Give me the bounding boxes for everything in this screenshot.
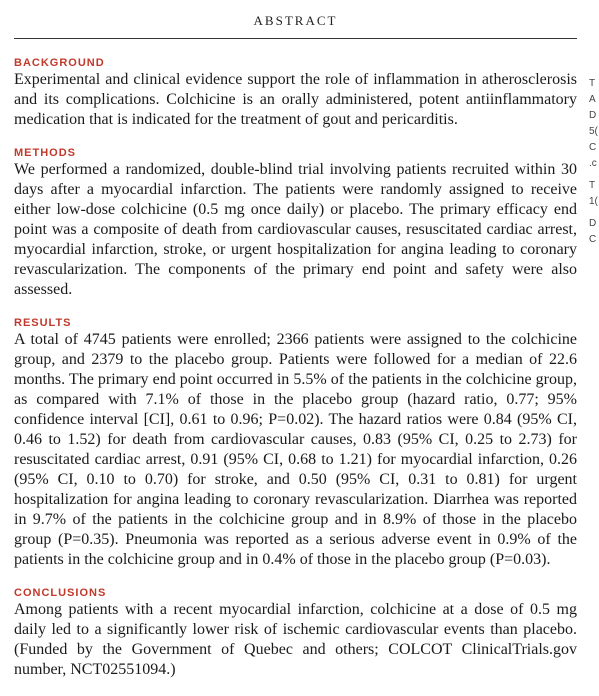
margin-fragment: T	[589, 78, 596, 89]
margin-fragment: 1(	[589, 196, 598, 207]
margin-fragment: C	[589, 142, 597, 153]
conclusions-heading: CONCLUSIONS	[14, 587, 107, 599]
abstract	[14, 0, 577, 696]
methods-section	[14, 146, 577, 300]
methods-text: We performed a randomized, double-blind trial involving patients recruited within 30 days after a myocardial infarction. The patients were randomly assigned to receive either low-dose colchicine (0.5 mg once daily) or placebo. The primary efficacy end point was a composite of death from cardiovascular causes, resuscitated cardiac arrest, myocardial infarction, stroke, or urgent hospitalization for angina leading to coronary revascularization. The components of the primary end point and safety were also assessed.	[14, 161, 577, 298]
conclusions-section	[14, 586, 577, 680]
background-heading: BACKGROUND	[14, 57, 105, 69]
margin-fragment: T	[589, 180, 596, 191]
margin-fragment: 5(	[589, 126, 598, 137]
results-text: A total of 4745 patients were enrolled; 2366 patients were assigned to the colchicine group, and 2379 to the placebo group. Patients were followed for a median of 22.6 months. The primary end point occurred in 5.5% of the patients in the colchicine group, as compared with 7.1% of those in the placebo group (hazard ratio, 0.77; 95% confidence interval [CI], 0.61 to 0.96; P=0.02). The hazard ratios were 0.84 (95% CI, 0.46 to 1.52) for death from cardiovascular causes, 0.83 (95% CI, 0.25 to 2.73) for resuscitated cardiac arrest, 0.91 (95% CI, 0.68 to 1.21) for myocardial infarction, 0.26 (95% CI, 0.10 to 0.70) for stroke, and 0.50 (95% CI, 0.31 to 0.81) for urgent hospitalization for angina leading to coronary revascularization. Diarrhea was reported in 9.7% of the patients in the colchicine group and in 8.9% of those in the placebo group (P=0.35). Pneumonia was reported as a serious adverse event in 0.9% of the patients in the colchicine group and in 0.4% of those in the placebo group (P=0.03).	[14, 331, 577, 568]
background-text: Experimental and clinical evidence support the role of inflammation in atherosclerosis and its complications. Colchicine is an orally administered, potent antiinflammatory medication that is indicated for the treatment of gout and pericarditis.	[14, 71, 577, 128]
results-section	[14, 316, 577, 570]
margin-fragment: .c	[589, 158, 597, 169]
abstract-title: ABSTRACT	[14, 0, 577, 39]
margin-fragment: D	[589, 218, 597, 229]
conclusions-text: Among patients with a recent myocardial infarction, colchicine at a dose of 0.5 mg daily led to a significantly lower risk of ischemic cardiovascular events than placebo. (Funded by the Government of Quebec and others; COLCOT ClinicalTrials.gov number, NCT02551094.)	[14, 601, 577, 678]
methods-heading: METHODS	[14, 147, 76, 159]
margin-fragment: A	[589, 94, 596, 105]
results-heading: RESULTS	[14, 317, 72, 329]
margin-fragment: D	[589, 110, 597, 121]
background-section	[14, 56, 577, 130]
margin-fragment: C	[589, 234, 597, 245]
